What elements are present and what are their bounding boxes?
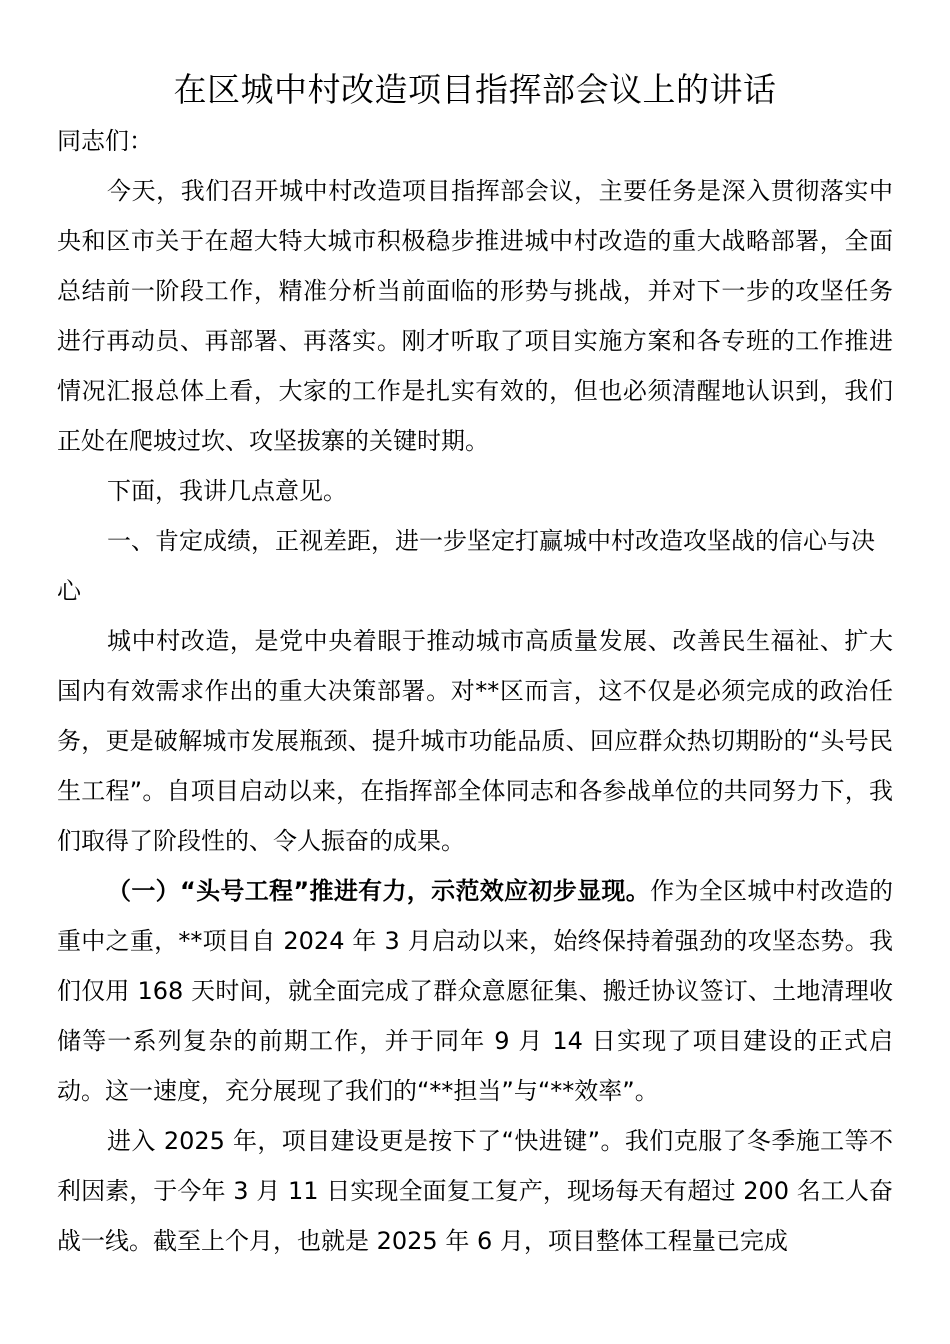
subsection-body-1: 作为全区城中村改造的重中之重，**项目自 2024 年 3 月启动以来，始终保持着强劲的攻坚态势。我们仅用 168 天时间，就全面完成了群众意愿征集、搬迁协议签订、土地清理收储等一系列复杂的前期工作，并于同年 9 月 14 日实现了项目建设的正式启动。这一速度，充分展现了我们的“**担当”与“**效率”。 — [57, 877, 894, 1105]
paragraph-opening: 今天，我们召开城中村改造项目指挥部会议，主要任务是深入贯彻落实中央和区市关于在超大特大城市积极稳步推进城中村改造的重大战略部署，全面总结前一阶段工作，精准分析当前面临的形势与挑战，并对下一步的攻坚任务进行再动员、再部署、再落实。刚才听取了项目实施方案和各专班的工作推进情况汇报总体上看，大家的工作是扎实有效的，但也必须清醒地认识到，我们正处在爬坡过坎、攻坚拔寨的关键时期。 — [57, 177, 893, 455]
paragraph-progress-2025: 进入 2025 年，项目建设更是按下了“快进键”。我们克服了冬季施工等不利因素，于今年 3 月 11 日实现全面复工复产，现场每天有超过 200 名工人奋战一线。截至上个月，也就是 2025 年 6 月，项目整体工程量已完成 — [57, 1127, 893, 1255]
section-heading-1: 一、肯定成绩，正视差距，进一步坚定打赢城中村改造攻坚战的信心与决心 — [57, 527, 875, 605]
paragraph-subsection-1 — [57, 866, 893, 1116]
salutation: 同志们： — [57, 127, 153, 155]
document-page — [57, 64, 893, 1266]
paragraph-intro: 下面，我讲几点意见。 — [107, 477, 347, 505]
document-title: 在区城中村改造项目指挥部会议上的讲话 — [173, 70, 777, 109]
paragraph-section-1: 城中村改造，是党中央着眼于推动城市高质量发展、改善民生福祉、扩大国内有效需求作出的重大决策部署。对**区而言，这不仅是必须完成的政治任务，更是破解城市发展瓶颈、提升城市功能品质、回应群众热切期盼的“头号民生工程”。自项目启动以来，在指挥部全体同志和各参战单位的共同努力下，我们取得了阶段性的、令人振奋的成果。 — [57, 627, 893, 855]
subsection-heading-1: （一）“头号工程”推进有力，示范效应初步显现。 — [107, 877, 651, 905]
